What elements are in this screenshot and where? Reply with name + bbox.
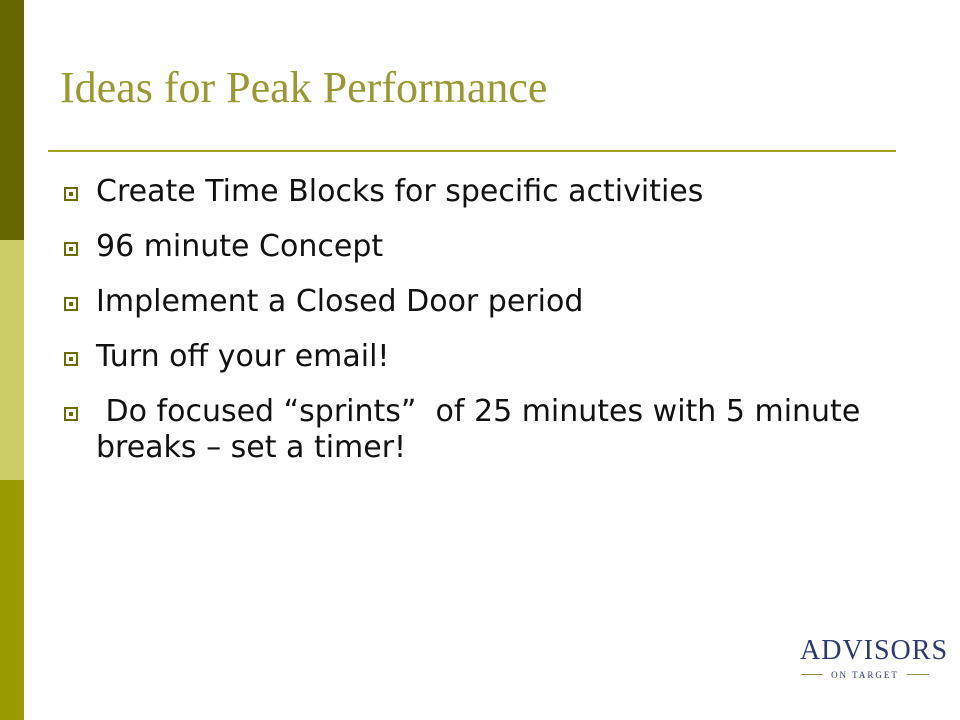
- square-bullet-icon: [64, 297, 78, 311]
- bullet-text: Implement a Closed Door period: [96, 284, 584, 319]
- logo-tagline: [800, 666, 930, 683]
- logo-tagline-text: ON TARGET: [831, 669, 899, 680]
- bullet-item: [62, 284, 882, 320]
- square-bullet-icon: [64, 242, 78, 256]
- logo-wordmark: ADVISORS: [800, 635, 949, 666]
- bullet-text: Do focused “sprints” of 25 minutes with 5 minute breaks – set a timer!: [96, 394, 870, 465]
- bullet-text: 96 minute Concept: [96, 229, 384, 264]
- square-bullet-icon: [64, 187, 78, 201]
- square-bullet-icon: [64, 407, 78, 421]
- logo-rule-right: [907, 674, 929, 675]
- sidebar-accent-top: [0, 0, 24, 240]
- bullet-list: [62, 174, 882, 485]
- bullet-text: Create Time Blocks for specific activities: [96, 174, 704, 209]
- sidebar-accent-middle: [0, 240, 24, 480]
- title-divider: [48, 150, 896, 152]
- square-bullet-icon: [64, 352, 78, 366]
- bullet-item: [62, 394, 882, 466]
- logo-rule-left: [801, 674, 823, 675]
- advisors-on-target-logo: [800, 635, 949, 692]
- bullet-item: [62, 174, 882, 210]
- bullet-text: Turn off your email!: [96, 339, 390, 374]
- bullet-item: [62, 229, 882, 265]
- sidebar-accent-bottom: [0, 480, 24, 720]
- bullet-item: [62, 339, 882, 375]
- slide-title: Ideas for Peak Performance: [60, 63, 548, 112]
